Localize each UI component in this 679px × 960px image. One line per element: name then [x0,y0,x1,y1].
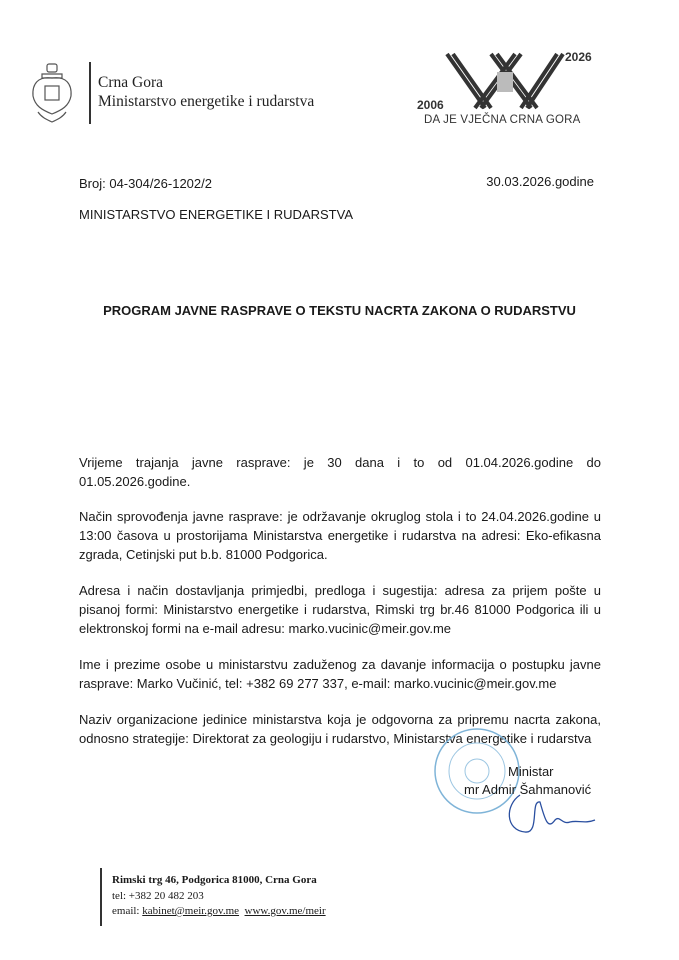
country-name: Crna Gora [98,74,163,91]
signatory-name: mr Admir Šahmanović [464,782,592,797]
handwritten-signature-icon [500,790,600,840]
footer-email-label: email: [112,905,140,917]
paragraph-address: Adresa i način dostavljanja primjedbi, predloga i sugestija: adresa za prijem pošte u pisanoj formi: Ministarstvo energetike i rudarstva, Rimski trg br.46 81000 Podgorica ili u elektronskoj formi na e-mail adresu: marko.vucinic@meir.gov.me [79,583,601,636]
document-number: Broj: 04-304/26-1202/2 [79,176,212,191]
footer-address: Rimski trg 46, Podgorica 81000, Crna Gora [112,874,317,886]
footer-website-link[interactable]: www.gov.me/meir [244,905,326,917]
footer-tel: tel: +382 20 482 203 [112,890,204,902]
issuer: MINISTARSTVO ENERGETIKE I RUDARSTVA [79,207,353,222]
header-divider [89,62,91,124]
coat-of-arms-icon [30,62,74,124]
paragraph-duration: Vrijeme trajanja javne rasprave: je 30 dana i to od 01.04.2026.godine do 01.05.2026.godine. [79,455,601,489]
anniversary-year-start: 2006 [417,98,444,112]
paragraph-unit: Naziv organizacione jedinice ministarstva koja je odgovorna za pripremu nacrta zakona, odnosno strategije: Direktorat za geologiju i rudarstvo, Ministarstva energetike i rudarstva [79,712,601,746]
footer-email-link[interactable]: kabinet@meir.gov.me [142,905,240,917]
anniversary-xx-logo-icon [445,52,565,112]
ministry-name: Ministarstvo energetike i rudarstva [98,93,315,110]
paragraph-contact: Ime i prezime osobe u ministarstvu zaduženog za davanje informacija o postupku javne rasprave: Marko Vučinić, tel: +382 69 277 337, e-mail: marko.vucinic@meir.gov.me [79,657,601,691]
anniversary-year-end: 2026 [565,50,592,64]
document-date: 30.03.2026.godine [486,174,594,189]
signatory-role: Ministar [508,764,554,779]
footer-divider [100,868,102,926]
document-title: PROGRAM JAVNE RASPRAVE O TEKSTU NACRTA ZAKONA O RUDARSTVU [103,303,576,318]
anniversary-motto: DA JE VJEČNA CRNA GORA [424,114,581,126]
paragraph-method: Način sprovođenja javne rasprave: je održavanje okruglog stola i to 24.04.2026.godine u 13:00 časova u prostorijama Ministarstva energetike i rudarstva na adresi: Eko-efikasna zgrada, Cetinjski put b.b. 81000 Podgorica. [79,509,601,562]
